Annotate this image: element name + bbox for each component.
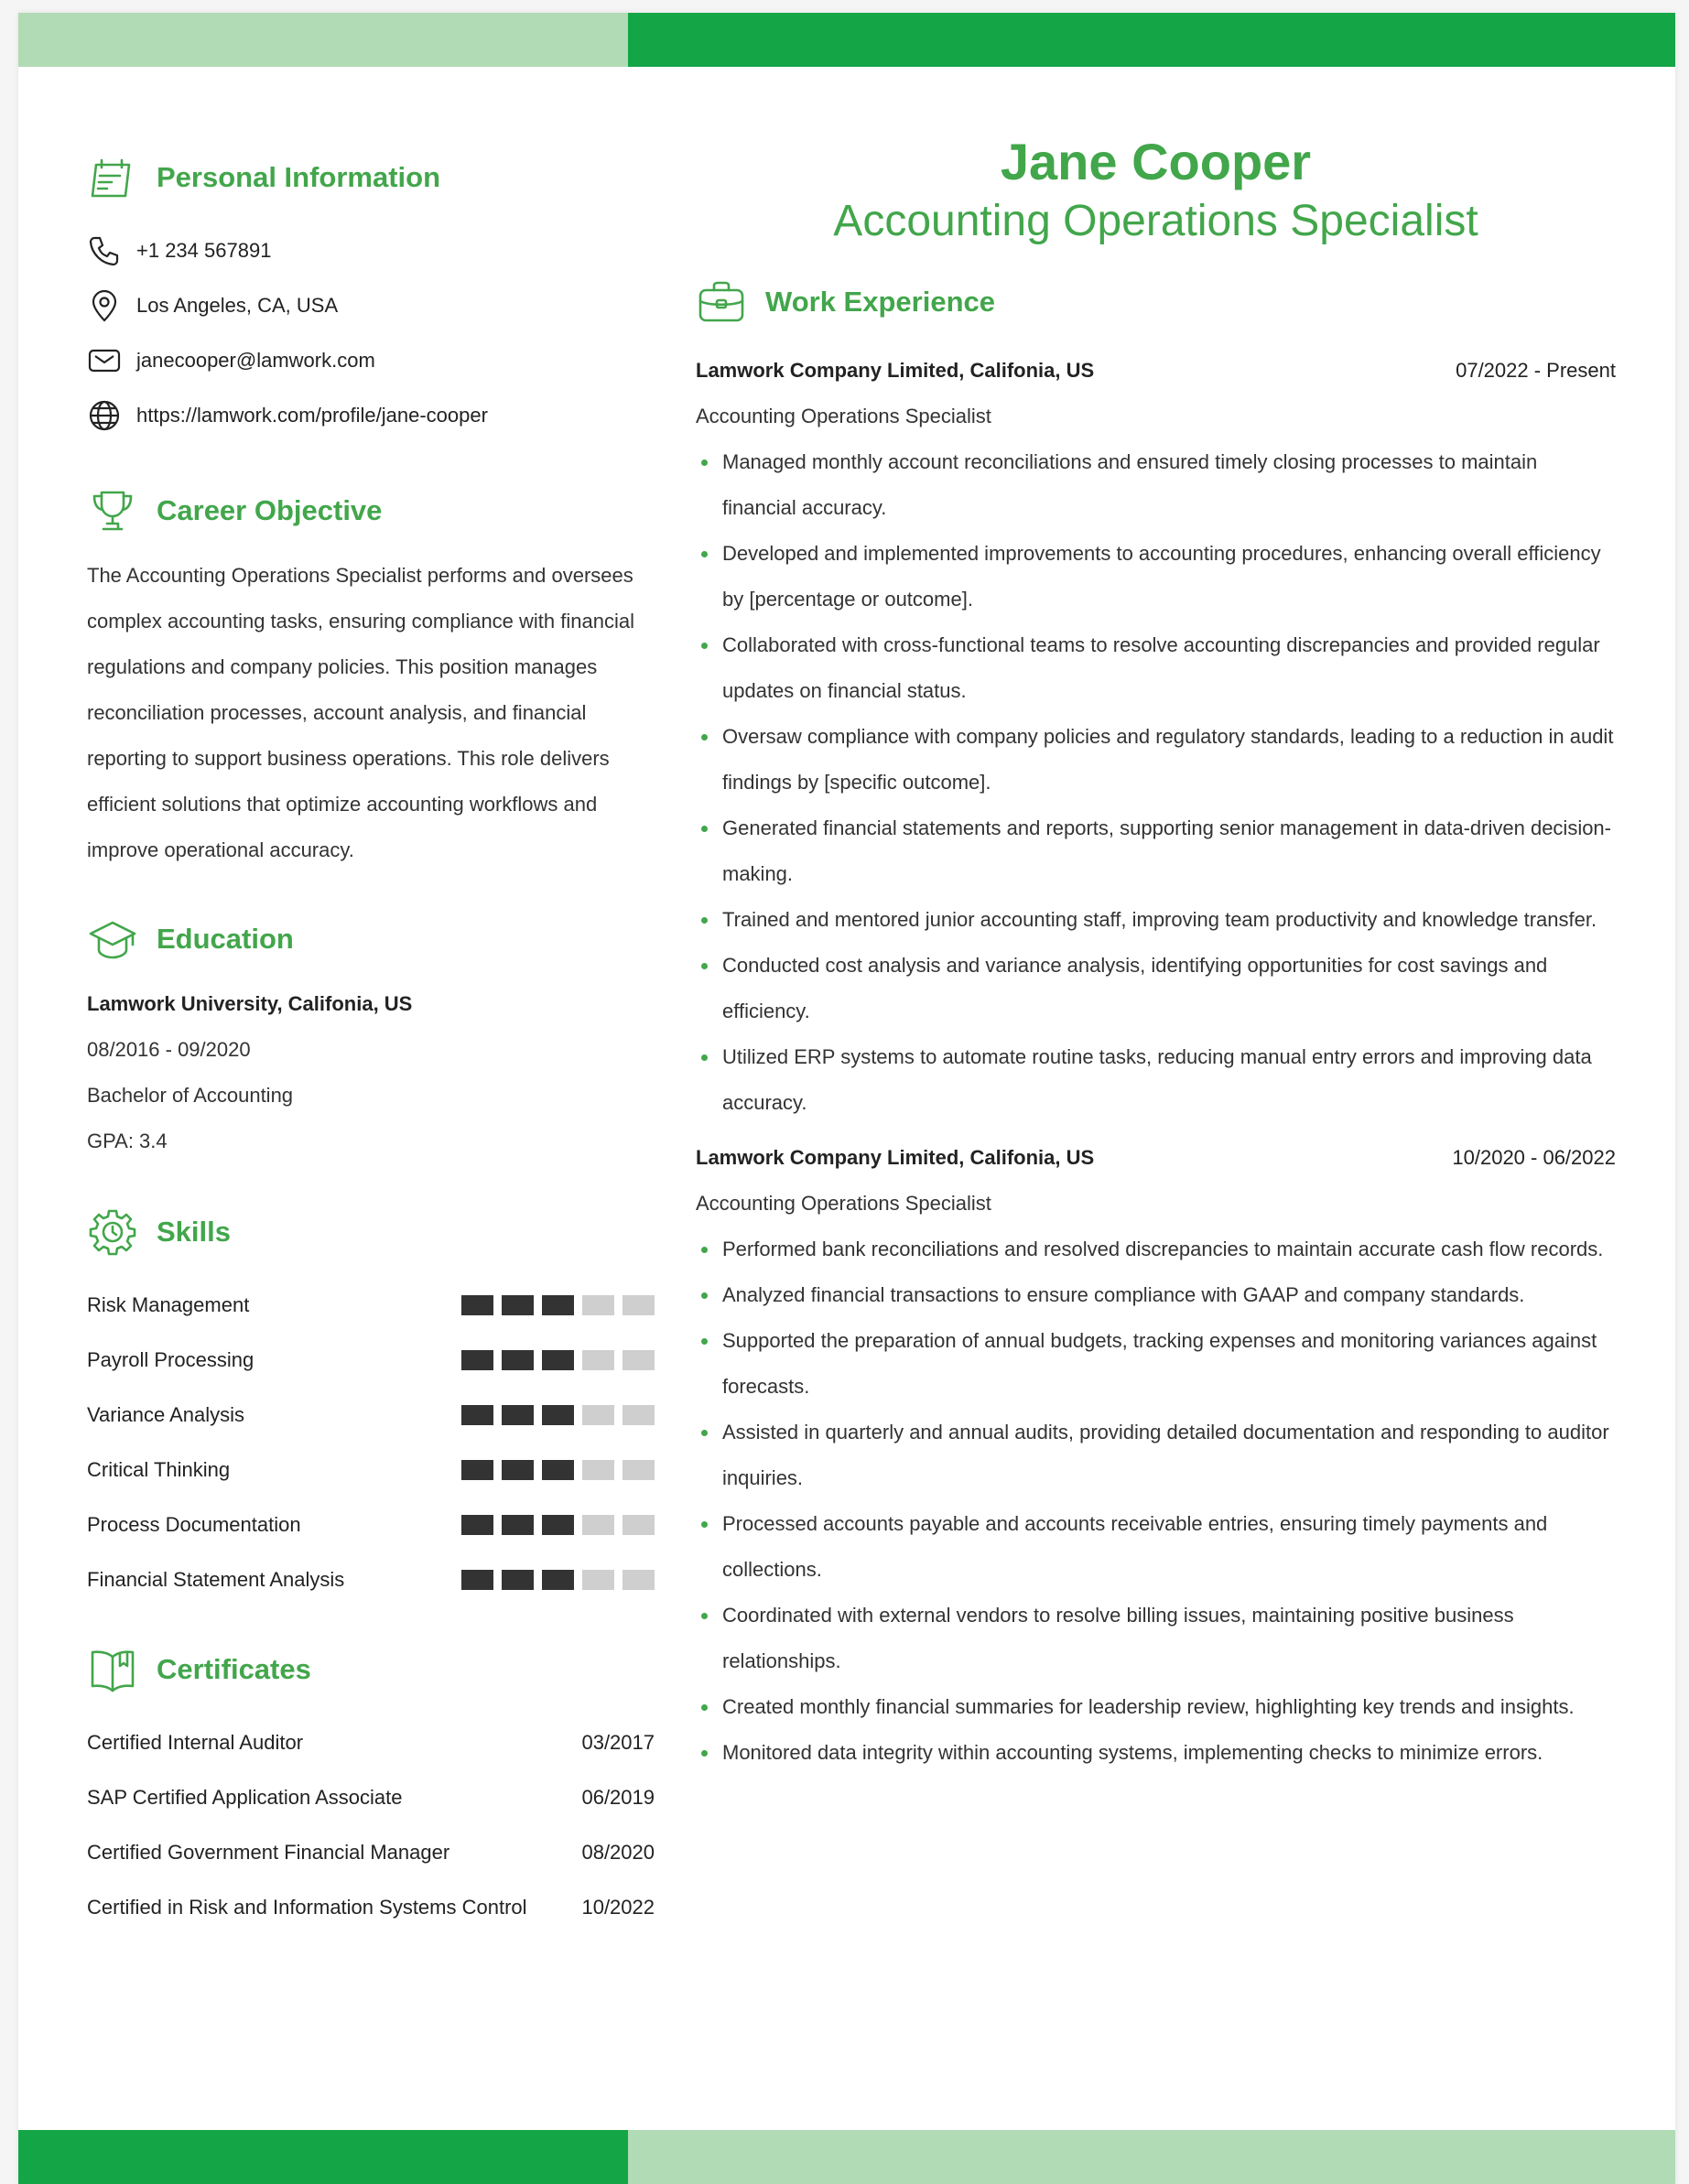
skill-row bbox=[87, 1388, 655, 1443]
left-column bbox=[87, 150, 655, 1935]
job-bullet: Generated financial statements and reports, supporting senior management in data-driven decision-making. bbox=[696, 805, 1616, 897]
skill-name: Process Documentation bbox=[87, 1513, 301, 1536]
skill-row bbox=[87, 1552, 655, 1607]
certificate-row bbox=[87, 1715, 655, 1770]
skill-name: Variance Analysis bbox=[87, 1403, 245, 1426]
skill-level-box bbox=[623, 1570, 655, 1590]
personal-information-section bbox=[87, 150, 655, 443]
job-header bbox=[696, 348, 1616, 394]
job-bullet: Performed bank reconciliations and resolved discrepancies to maintain accurate cash flow records. bbox=[696, 1227, 1616, 1272]
section-title: Work Experience bbox=[765, 286, 995, 318]
top-accent-bar bbox=[18, 13, 1675, 67]
website-text: https://lamwork.com/profile/jane-cooper bbox=[136, 404, 488, 427]
certificate-date: 03/2017 bbox=[581, 1731, 655, 1754]
skills-list bbox=[87, 1278, 655, 1607]
contact-location bbox=[87, 278, 655, 333]
job-company: Lamwork Company Limited, Califonia, US bbox=[696, 359, 1095, 382]
job-bullet: Supported the preparation of annual budgets, tracking expenses and monitoring variances against forecasts. bbox=[696, 1318, 1616, 1410]
bottom-bar-dark-segment bbox=[18, 2130, 628, 2184]
section-header bbox=[87, 483, 655, 538]
job-bullet: Trained and mentored junior accounting staff, improving team productivity and knowledge transfer. bbox=[696, 897, 1616, 943]
section-title: Personal Information bbox=[157, 161, 441, 193]
section-header bbox=[87, 150, 655, 205]
certificate-date: 10/2022 bbox=[581, 1896, 655, 1919]
section-title: Skills bbox=[157, 1216, 231, 1248]
certificate-row bbox=[87, 1825, 655, 1880]
skill-name: Risk Management bbox=[87, 1293, 250, 1316]
skill-level-box bbox=[582, 1350, 614, 1370]
top-bar-dark-segment bbox=[628, 13, 1675, 67]
certificate-name: Certified Internal Auditor bbox=[87, 1731, 304, 1754]
job-entry bbox=[696, 1135, 1616, 1776]
education-section bbox=[87, 912, 655, 1164]
education-gpa: GPA: 3.4 bbox=[87, 1130, 168, 1152]
location-text: Los Angeles, CA, USA bbox=[136, 294, 339, 317]
skill-level-box bbox=[623, 1350, 655, 1370]
job-bullet: Oversaw compliance with company policies and regulatory standards, leading to a reduction in audit findings by [specific outcome]. bbox=[696, 714, 1616, 805]
job-bullet: Created monthly financial summaries for leadership review, highlighting key trends and insights. bbox=[696, 1684, 1616, 1730]
skill-row bbox=[87, 1497, 655, 1552]
section-header bbox=[696, 275, 1616, 330]
skill-level-box bbox=[623, 1460, 655, 1480]
mail-icon bbox=[87, 343, 122, 378]
globe-icon bbox=[87, 398, 122, 433]
skill-level-box bbox=[502, 1295, 534, 1315]
phone-text: +1 234 567891 bbox=[136, 239, 272, 262]
contact-website bbox=[87, 388, 655, 443]
skill-level-box bbox=[461, 1515, 493, 1535]
trophy-icon bbox=[87, 485, 138, 536]
skill-level-meter bbox=[461, 1460, 655, 1480]
resume-page bbox=[18, 13, 1675, 2184]
job-entry bbox=[696, 348, 1616, 1126]
certificate-name: Certified in Risk and Information Systems Control bbox=[87, 1896, 527, 1919]
skill-level-meter bbox=[461, 1570, 655, 1590]
skill-name: Payroll Processing bbox=[87, 1348, 254, 1371]
job-dates: 07/2022 - Present bbox=[1456, 359, 1616, 382]
skill-level-box bbox=[582, 1460, 614, 1480]
section-title: Certificates bbox=[157, 1653, 311, 1685]
skill-level-box bbox=[582, 1295, 614, 1315]
career-objective-section bbox=[87, 483, 655, 873]
skill-level-box bbox=[461, 1405, 493, 1425]
skills-section bbox=[87, 1205, 655, 1607]
skill-level-box bbox=[461, 1350, 493, 1370]
skill-level-box bbox=[502, 1405, 534, 1425]
certificates-section bbox=[87, 1642, 655, 1935]
skill-level-box bbox=[542, 1570, 574, 1590]
job-bullet: Assisted in quarterly and annual audits, providing detailed documentation and responding to auditor inquiries. bbox=[696, 1410, 1616, 1501]
section-title: Education bbox=[157, 923, 294, 955]
job-bullet: Analyzed financial transactions to ensure compliance with GAAP and company standards. bbox=[696, 1272, 1616, 1318]
job-bullet: Processed accounts payable and accounts receivable entries, ensuring timely payments and collections. bbox=[696, 1501, 1616, 1593]
job-bullet: Managed monthly account reconciliations and ensured timely closing processes to maintain financial accuracy. bbox=[696, 439, 1616, 531]
skill-level-box bbox=[582, 1405, 614, 1425]
job-bullet: Utilized ERP systems to automate routine tasks, reducing manual entry errors and improving data accuracy. bbox=[696, 1034, 1616, 1126]
job-role: Accounting Operations Specialist bbox=[696, 1192, 991, 1215]
job-dates: 10/2020 - 06/2022 bbox=[1452, 1146, 1616, 1169]
skill-level-meter bbox=[461, 1350, 655, 1370]
section-header bbox=[87, 1205, 655, 1260]
graduation-cap-icon bbox=[87, 914, 138, 965]
job-bullet: Developed and implemented improvements to accounting procedures, enhancing overall efficiency by [percentage or outcome]. bbox=[696, 531, 1616, 622]
skill-level-box bbox=[623, 1515, 655, 1535]
book-icon bbox=[87, 1644, 138, 1695]
id-card-icon bbox=[87, 152, 138, 203]
name-block bbox=[696, 132, 1616, 251]
skill-level-box bbox=[542, 1405, 574, 1425]
skill-level-box bbox=[542, 1515, 574, 1535]
career-objective-text: The Accounting Operations Specialist performs and oversees complex accounting tasks, ensuring compliance with financial regulations and company policies. This position manages reconciliation processes, account analysis, and financial reporting to support business operations. This role delivers efficient solutions that optimize accounting workflows and improve operational accuracy. bbox=[87, 564, 634, 861]
candidate-name: Jane Cooper bbox=[1000, 133, 1312, 190]
skill-level-box bbox=[542, 1295, 574, 1315]
certificate-name: SAP Certified Application Associate bbox=[87, 1786, 403, 1809]
skill-level-box bbox=[502, 1570, 534, 1590]
skill-row bbox=[87, 1443, 655, 1497]
location-pin-icon bbox=[87, 288, 122, 323]
education-degree: Bachelor of Accounting bbox=[87, 1084, 294, 1107]
job-company: Lamwork Company Limited, Califonia, US bbox=[696, 1146, 1095, 1169]
bottom-accent-bar bbox=[18, 2130, 1675, 2184]
email-text: janecooper@lamwork.com bbox=[136, 349, 375, 372]
contact-email bbox=[87, 333, 655, 388]
skill-level-box bbox=[542, 1460, 574, 1480]
section-title: Career Objective bbox=[157, 494, 383, 526]
job-header bbox=[696, 1135, 1616, 1181]
skill-level-box bbox=[502, 1350, 534, 1370]
contact-phone bbox=[87, 223, 655, 278]
top-bar-light-segment bbox=[18, 13, 628, 67]
certificates-list bbox=[87, 1715, 655, 1935]
skill-level-box bbox=[623, 1405, 655, 1425]
skill-level-box bbox=[623, 1295, 655, 1315]
phone-icon bbox=[87, 233, 122, 268]
skill-level-meter bbox=[461, 1295, 655, 1315]
certificate-name: Certified Government Financial Manager bbox=[87, 1841, 450, 1864]
contact-list bbox=[87, 223, 655, 443]
skill-level-meter bbox=[461, 1405, 655, 1425]
job-bullet: Conducted cost analysis and variance analysis, identifying opportunities for cost savings and efficiency. bbox=[696, 943, 1616, 1034]
education-dates: 08/2016 - 09/2020 bbox=[87, 1038, 251, 1061]
skill-level-box bbox=[461, 1460, 493, 1480]
certificate-row bbox=[87, 1770, 655, 1825]
candidate-title: Accounting Operations Specialist bbox=[833, 197, 1478, 245]
job-role: Accounting Operations Specialist bbox=[696, 405, 991, 427]
skill-level-box bbox=[502, 1515, 534, 1535]
certificate-row bbox=[87, 1880, 655, 1935]
skill-row bbox=[87, 1333, 655, 1388]
skill-name: Financial Statement Analysis bbox=[87, 1568, 345, 1591]
skill-row bbox=[87, 1278, 655, 1333]
education-entry bbox=[87, 981, 655, 1164]
job-bullet: Monitored data integrity within accounting systems, implementing checks to minimize errors. bbox=[696, 1730, 1616, 1776]
jobs-list bbox=[696, 348, 1616, 1776]
work-experience-section bbox=[696, 275, 1616, 1776]
job-bullets bbox=[696, 439, 1616, 1126]
skill-name: Critical Thinking bbox=[87, 1458, 231, 1481]
skill-level-box bbox=[461, 1570, 493, 1590]
skill-level-meter bbox=[461, 1515, 655, 1535]
education-school: Lamwork University, Califonia, US bbox=[87, 992, 413, 1015]
skill-level-box bbox=[582, 1570, 614, 1590]
briefcase-icon bbox=[696, 276, 747, 328]
right-column bbox=[696, 132, 1616, 1776]
skill-level-box bbox=[542, 1350, 574, 1370]
gear-icon bbox=[87, 1206, 138, 1258]
skill-level-box bbox=[502, 1460, 534, 1480]
skill-level-box bbox=[582, 1515, 614, 1535]
section-header bbox=[87, 1642, 655, 1697]
job-bullet: Coordinated with external vendors to resolve billing issues, maintaining positive business relationships. bbox=[696, 1593, 1616, 1684]
section-header bbox=[87, 912, 655, 967]
job-bullets bbox=[696, 1227, 1616, 1776]
certificate-date: 06/2019 bbox=[581, 1786, 655, 1809]
bottom-bar-light-segment bbox=[628, 2130, 1675, 2184]
certificate-date: 08/2020 bbox=[581, 1841, 655, 1864]
skill-level-box bbox=[461, 1295, 493, 1315]
job-bullet: Collaborated with cross-functional teams to resolve accounting discrepancies and provided regular updates on financial status. bbox=[696, 622, 1616, 714]
